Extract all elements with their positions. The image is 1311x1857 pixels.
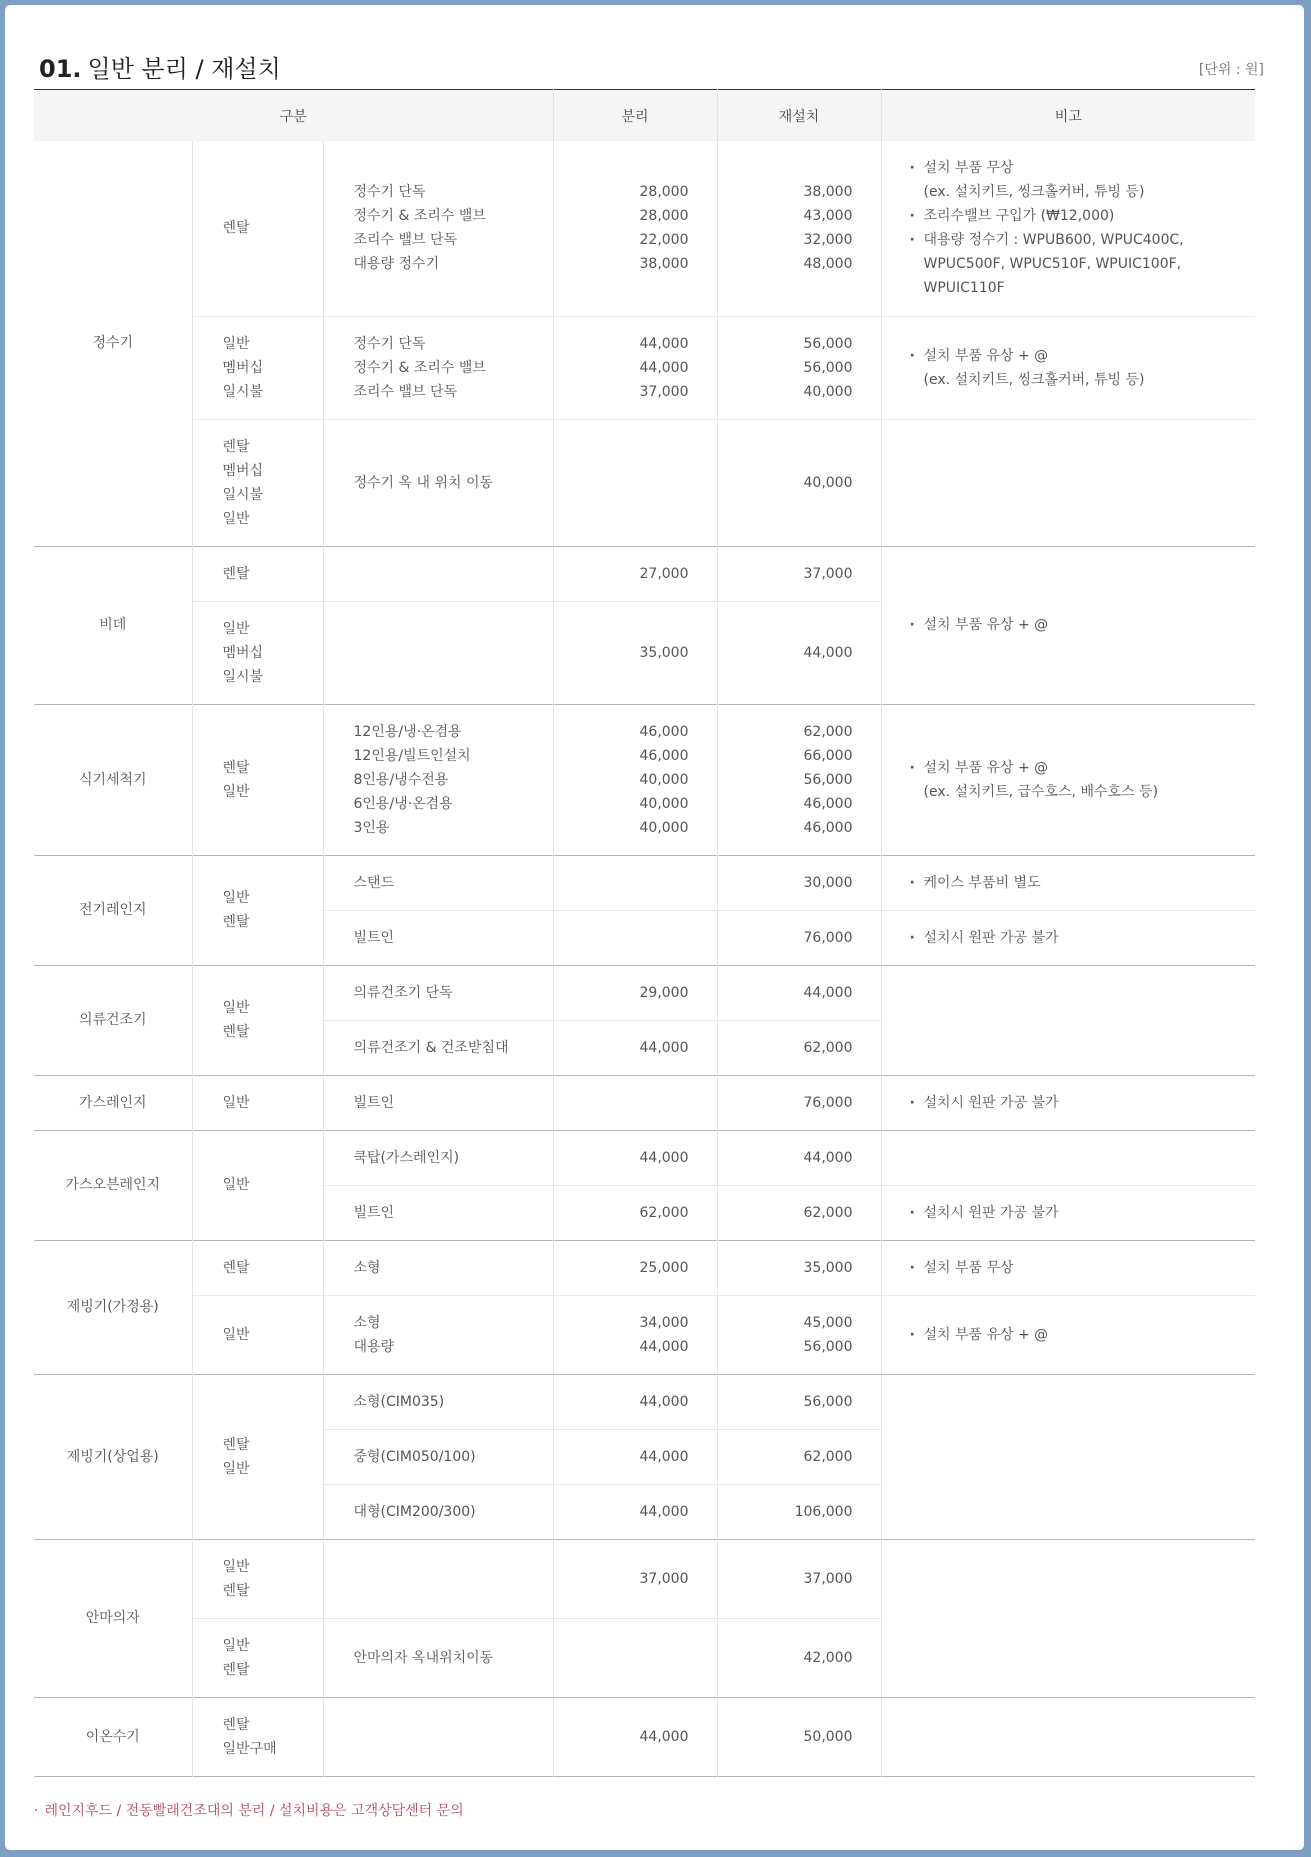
table-row bbox=[34, 1697, 1255, 1776]
type-cell: 일반 bbox=[192, 1295, 323, 1374]
type-cell bbox=[192, 965, 323, 1075]
note-line: · 대용량 정수기 : WPUB600, WPUC400C, bbox=[910, 228, 1246, 252]
reinstall-cell: 76,000 bbox=[717, 1075, 881, 1130]
type-cell bbox=[192, 1539, 323, 1618]
cell-line: 정수기 & 조리수 밸브 bbox=[353, 359, 486, 376]
note-line: · 조리수밸브 구입가 (₩12,000) bbox=[910, 204, 1246, 228]
type-cell bbox=[192, 1374, 323, 1539]
reinstall-cell: 40,000 bbox=[717, 419, 881, 546]
type-cell: 렌탈 bbox=[192, 1240, 323, 1295]
category-cell: 안마의자 bbox=[34, 1539, 192, 1697]
cell-line: 멤버십 bbox=[222, 462, 264, 479]
table-row bbox=[34, 965, 1255, 1020]
note-line: · 설치 부품 유상 + @ bbox=[910, 756, 1246, 780]
cell-line: 렌탈 bbox=[222, 438, 250, 455]
type-cell: 일반 bbox=[192, 1130, 323, 1240]
cell-line: 44,000 bbox=[639, 335, 689, 352]
category-cell: 가스레인지 bbox=[34, 1075, 192, 1130]
table-header-row bbox=[34, 90, 1255, 142]
note-cell bbox=[881, 1130, 1255, 1185]
note-line: · 설치시 원판 가공 불가 bbox=[910, 1201, 1246, 1225]
reinstall-cell: 42,000 bbox=[717, 1618, 881, 1697]
cell-line: 56,000 bbox=[803, 359, 853, 376]
cell-line: 62,000 bbox=[803, 723, 853, 740]
separation-cell: 62,000 bbox=[553, 1185, 717, 1240]
separation-cell: 29,000 bbox=[553, 965, 717, 1020]
cell-line: 37,000 bbox=[639, 383, 689, 400]
item-cell bbox=[323, 546, 553, 601]
reinstall-cell: 44,000 bbox=[717, 601, 881, 704]
reinstall-cell bbox=[717, 704, 881, 855]
cell-line: 소형 bbox=[353, 1314, 381, 1331]
item-cell bbox=[323, 1697, 553, 1776]
separation-cell bbox=[553, 1618, 717, 1697]
section-number: 01. bbox=[39, 55, 82, 83]
separation-cell bbox=[553, 316, 717, 419]
reinstall-cell: 37,000 bbox=[717, 1539, 881, 1618]
footnote bbox=[34, 1800, 464, 1820]
cell-line: 46,000 bbox=[639, 723, 689, 740]
separation-cell: 27,000 bbox=[553, 546, 717, 601]
cell-line: 8인용/냉수전용 bbox=[353, 771, 449, 788]
note-cell bbox=[881, 1240, 1255, 1295]
note-cell bbox=[881, 855, 1255, 910]
cell-line: 44,000 bbox=[639, 1338, 689, 1355]
cell-line: 렌탈 bbox=[222, 1661, 250, 1678]
separation-cell: 25,000 bbox=[553, 1240, 717, 1295]
table-row bbox=[34, 141, 1255, 316]
reinstall-cell: 35,000 bbox=[717, 1240, 881, 1295]
table-row bbox=[34, 1295, 1255, 1374]
table-row bbox=[34, 1075, 1255, 1130]
table-row bbox=[34, 1130, 1255, 1185]
cell-line: 40,000 bbox=[639, 795, 689, 812]
category-cell: 제빙기(가정용) bbox=[34, 1240, 192, 1374]
item-cell bbox=[323, 316, 553, 419]
note-line: · 케이스 부품비 별도 bbox=[910, 871, 1246, 895]
item-cell: 중형(CIM050/100) bbox=[323, 1429, 553, 1484]
category-cell: 전기레인지 bbox=[34, 855, 192, 965]
table-row bbox=[34, 704, 1255, 855]
note-cell bbox=[881, 965, 1255, 1075]
note-cell bbox=[881, 546, 1255, 704]
cell-line: 66,000 bbox=[803, 747, 853, 764]
cell-line: 22,000 bbox=[639, 232, 689, 249]
cell-line: 일반 bbox=[222, 890, 250, 906]
category-cell: 정수기 bbox=[34, 141, 192, 546]
item-cell: 스탠드 bbox=[323, 855, 553, 910]
item-cell: 소형 bbox=[323, 1240, 553, 1295]
separation-cell bbox=[553, 1295, 717, 1374]
cell-line: 28,000 bbox=[639, 184, 689, 201]
separation-cell: 35,000 bbox=[553, 601, 717, 704]
note-line: · 설치 부품 유상 + @ bbox=[910, 1323, 1246, 1347]
cell-line: 56,000 bbox=[803, 771, 853, 788]
cell-line: 46,000 bbox=[803, 795, 853, 812]
cell-line: 43,000 bbox=[803, 208, 853, 225]
type-cell bbox=[192, 316, 323, 419]
cell-line: 12인용/냉·온겸용 bbox=[353, 723, 462, 740]
cell-line: 렌탈 bbox=[222, 914, 250, 930]
note-cell bbox=[881, 1295, 1255, 1374]
cell-line: 40,000 bbox=[639, 819, 689, 836]
cell-line: 일반 bbox=[222, 510, 250, 527]
note-cell bbox=[881, 141, 1255, 316]
cell-line: 38,000 bbox=[803, 184, 853, 201]
item-cell bbox=[323, 1539, 553, 1618]
note-line: · 설치 부품 유상 + @ bbox=[910, 344, 1246, 368]
cell-line: 일반구매 bbox=[222, 1740, 277, 1757]
reinstall-cell: 62,000 bbox=[717, 1020, 881, 1075]
cell-line: 40,000 bbox=[803, 383, 853, 400]
type-cell bbox=[192, 1618, 323, 1697]
note-cell bbox=[881, 419, 1255, 546]
category-cell: 의류건조기 bbox=[34, 965, 192, 1075]
table-row bbox=[34, 419, 1255, 546]
item-cell: 소형(CIM035) bbox=[323, 1374, 553, 1429]
cell-line: 렌탈 bbox=[222, 1716, 250, 1733]
cell-line: 렌탈 bbox=[222, 1582, 250, 1599]
category-cell: 이온수기 bbox=[34, 1697, 192, 1776]
separation-cell: 44,000 bbox=[553, 1429, 717, 1484]
note-cell bbox=[881, 910, 1255, 965]
note-line: · 설치시 원판 가공 불가 bbox=[910, 926, 1246, 950]
price-table bbox=[34, 89, 1255, 1777]
cell-line: 렌탈 bbox=[222, 565, 250, 582]
cell-line: 렌탈 bbox=[222, 1436, 250, 1453]
reinstall-cell bbox=[717, 316, 881, 419]
type-cell bbox=[192, 546, 323, 601]
cell-line: 일반 bbox=[222, 620, 250, 637]
category-cell: 제빙기(상업용) bbox=[34, 1374, 192, 1539]
separation-cell: 44,000 bbox=[553, 1697, 717, 1776]
col-header-separation: 분리 bbox=[553, 90, 717, 142]
type-cell bbox=[192, 1697, 323, 1776]
reinstall-cell: 37,000 bbox=[717, 546, 881, 601]
cell-line: 56,000 bbox=[803, 1338, 853, 1355]
separation-cell: 44,000 bbox=[553, 1374, 717, 1429]
category-cell: 가스오븐레인지 bbox=[34, 1130, 192, 1240]
section-header bbox=[39, 49, 1264, 89]
note-cell bbox=[881, 1075, 1255, 1130]
item-cell: 의류건조기 & 건조받침대 bbox=[323, 1020, 553, 1075]
separation-cell bbox=[553, 855, 717, 910]
table-row bbox=[34, 546, 1255, 601]
type-cell bbox=[192, 855, 323, 965]
separation-cell bbox=[553, 419, 717, 546]
cell-line: 멤버십 bbox=[222, 359, 264, 376]
separation-cell: 37,000 bbox=[553, 1539, 717, 1618]
unit-label: [단위 : 원] bbox=[1198, 62, 1264, 78]
type-cell bbox=[192, 601, 323, 704]
item-cell bbox=[323, 141, 553, 316]
note-cell bbox=[881, 1374, 1255, 1539]
cell-line: 32,000 bbox=[803, 232, 853, 249]
item-cell: 빌트인 bbox=[323, 910, 553, 965]
item-cell bbox=[323, 704, 553, 855]
type-cell bbox=[192, 419, 323, 546]
reinstall-cell: 56,000 bbox=[717, 1374, 881, 1429]
separation-cell: 44,000 bbox=[553, 1484, 717, 1539]
col-header-note: 비고 bbox=[881, 90, 1255, 142]
reinstall-cell: 106,000 bbox=[717, 1484, 881, 1539]
note-cell bbox=[881, 1697, 1255, 1776]
bullet-dot-icon: · bbox=[34, 1803, 39, 1819]
reinstall-cell: 50,000 bbox=[717, 1697, 881, 1776]
cell-line: 일반 bbox=[222, 1558, 250, 1575]
cell-line: 일반 bbox=[222, 335, 250, 352]
reinstall-cell: 30,000 bbox=[717, 855, 881, 910]
table-row bbox=[34, 1539, 1255, 1618]
section-title bbox=[39, 49, 281, 84]
cell-line: 일반 bbox=[222, 1460, 250, 1477]
reinstall-cell bbox=[717, 1295, 881, 1374]
note-line: WPUC500F, WPUC510F, WPUIC100F, bbox=[923, 256, 1182, 273]
item-cell: 쿡탑(가스레인지) bbox=[323, 1130, 553, 1185]
cell-line: 46,000 bbox=[803, 819, 853, 836]
cell-line: 일반 bbox=[222, 1000, 250, 1016]
cell-line: 일반 bbox=[222, 783, 250, 800]
type-cell bbox=[192, 704, 323, 855]
reinstall-cell bbox=[717, 141, 881, 316]
reinstall-cell: 62,000 bbox=[717, 1429, 881, 1484]
cell-line: 12인용/빌트인설치 bbox=[353, 747, 471, 764]
reinstall-cell: 44,000 bbox=[717, 1130, 881, 1185]
item-cell bbox=[323, 601, 553, 704]
cell-line: 렌탈 bbox=[222, 759, 250, 776]
type-cell: 일반 bbox=[192, 1075, 323, 1130]
note-line: · 설치시 원판 가공 불가 bbox=[910, 1091, 1246, 1115]
cell-line: 정수기 & 조리수 밸브 bbox=[353, 208, 486, 225]
separation-cell bbox=[553, 704, 717, 855]
note-line: · 설치 부품 유상 + @ bbox=[910, 613, 1246, 637]
note-line: (ex. 설치키트, 씽크홀커버, 튜빙 등) bbox=[923, 371, 1145, 388]
cell-line: 일시불 bbox=[222, 668, 264, 685]
footnote-text: 레인지후드 / 전동빨래건조대의 분리 / 설치비용은 고객상담센터 문의 bbox=[44, 1803, 464, 1819]
separation-cell bbox=[553, 910, 717, 965]
separation-cell: 44,000 bbox=[553, 1130, 717, 1185]
item-cell: 안마의자 옥내위치이동 bbox=[323, 1618, 553, 1697]
cell-line: 38,000 bbox=[639, 256, 689, 273]
reinstall-cell: 62,000 bbox=[717, 1185, 881, 1240]
table-row bbox=[34, 855, 1255, 910]
item-cell bbox=[323, 1295, 553, 1374]
note-line: (ex. 설치키트, 급수호스, 배수호스 등) bbox=[923, 783, 1159, 800]
cell-line: 일시불 bbox=[222, 383, 264, 400]
separation-cell bbox=[553, 141, 717, 316]
cell-line: 45,000 bbox=[803, 1314, 853, 1331]
table-row bbox=[34, 1374, 1255, 1429]
separation-cell bbox=[553, 1075, 717, 1130]
col-header-reinstall: 재설치 bbox=[717, 90, 881, 142]
reinstall-cell: 44,000 bbox=[717, 965, 881, 1020]
table-row bbox=[34, 1240, 1255, 1295]
note-line: · 설치 부품 무상 bbox=[910, 1256, 1246, 1280]
cell-line: 34,000 bbox=[639, 1314, 689, 1331]
cell-line: 조리수 밸브 단독 bbox=[353, 383, 458, 400]
cell-line: 28,000 bbox=[639, 208, 689, 225]
cell-line: 48,000 bbox=[803, 256, 853, 273]
note-line: (ex. 설치키트, 씽크홀커버, 튜빙 등) bbox=[923, 184, 1145, 201]
cell-line: 조리수 밸브 단독 bbox=[353, 232, 458, 249]
cell-line: 일반 bbox=[222, 1637, 250, 1654]
cell-line: 3인용 bbox=[353, 819, 390, 836]
type-cell bbox=[192, 141, 323, 316]
cell-line: 멤버십 bbox=[222, 644, 264, 661]
item-cell: 정수기 옥 내 위치 이동 bbox=[323, 419, 553, 546]
table-row bbox=[34, 316, 1255, 419]
reinstall-cell: 76,000 bbox=[717, 910, 881, 965]
item-cell: 빌트인 bbox=[323, 1075, 553, 1130]
cell-line: 일시불 bbox=[222, 486, 264, 503]
cell-line: 46,000 bbox=[639, 747, 689, 764]
col-header-category: 구분 bbox=[34, 90, 553, 142]
cell-line: 56,000 bbox=[803, 335, 853, 352]
section-title-text: 일반 분리 / 재설치 bbox=[87, 55, 281, 83]
item-cell: 빌트인 bbox=[323, 1185, 553, 1240]
separation-cell: 44,000 bbox=[553, 1020, 717, 1075]
cell-line: 대용량 정수기 bbox=[353, 256, 440, 273]
note-line: WPUIC110F bbox=[923, 280, 1005, 297]
note-cell bbox=[881, 316, 1255, 419]
note-cell bbox=[881, 1185, 1255, 1240]
cell-line: 정수기 단독 bbox=[353, 335, 426, 352]
note-cell bbox=[881, 704, 1255, 855]
item-cell: 대형(CIM200/300) bbox=[323, 1484, 553, 1539]
cell-line: 대용량 bbox=[353, 1338, 395, 1355]
cell-line: 렌탈 bbox=[222, 1024, 250, 1040]
cell-line: 6인용/냉·온겸용 bbox=[353, 795, 453, 812]
category-cell: 식기세척기 bbox=[34, 704, 192, 855]
note-cell bbox=[881, 1539, 1255, 1697]
cell-line: 40,000 bbox=[639, 771, 689, 788]
cell-line: 정수기 단독 bbox=[353, 184, 426, 201]
cell-line: 렌탈 bbox=[222, 220, 250, 237]
note-line: · 설치 부품 무상 bbox=[910, 156, 1246, 180]
cell-line: 44,000 bbox=[639, 359, 689, 376]
item-cell: 의류건조기 단독 bbox=[323, 965, 553, 1020]
category-cell: 비데 bbox=[34, 546, 192, 704]
